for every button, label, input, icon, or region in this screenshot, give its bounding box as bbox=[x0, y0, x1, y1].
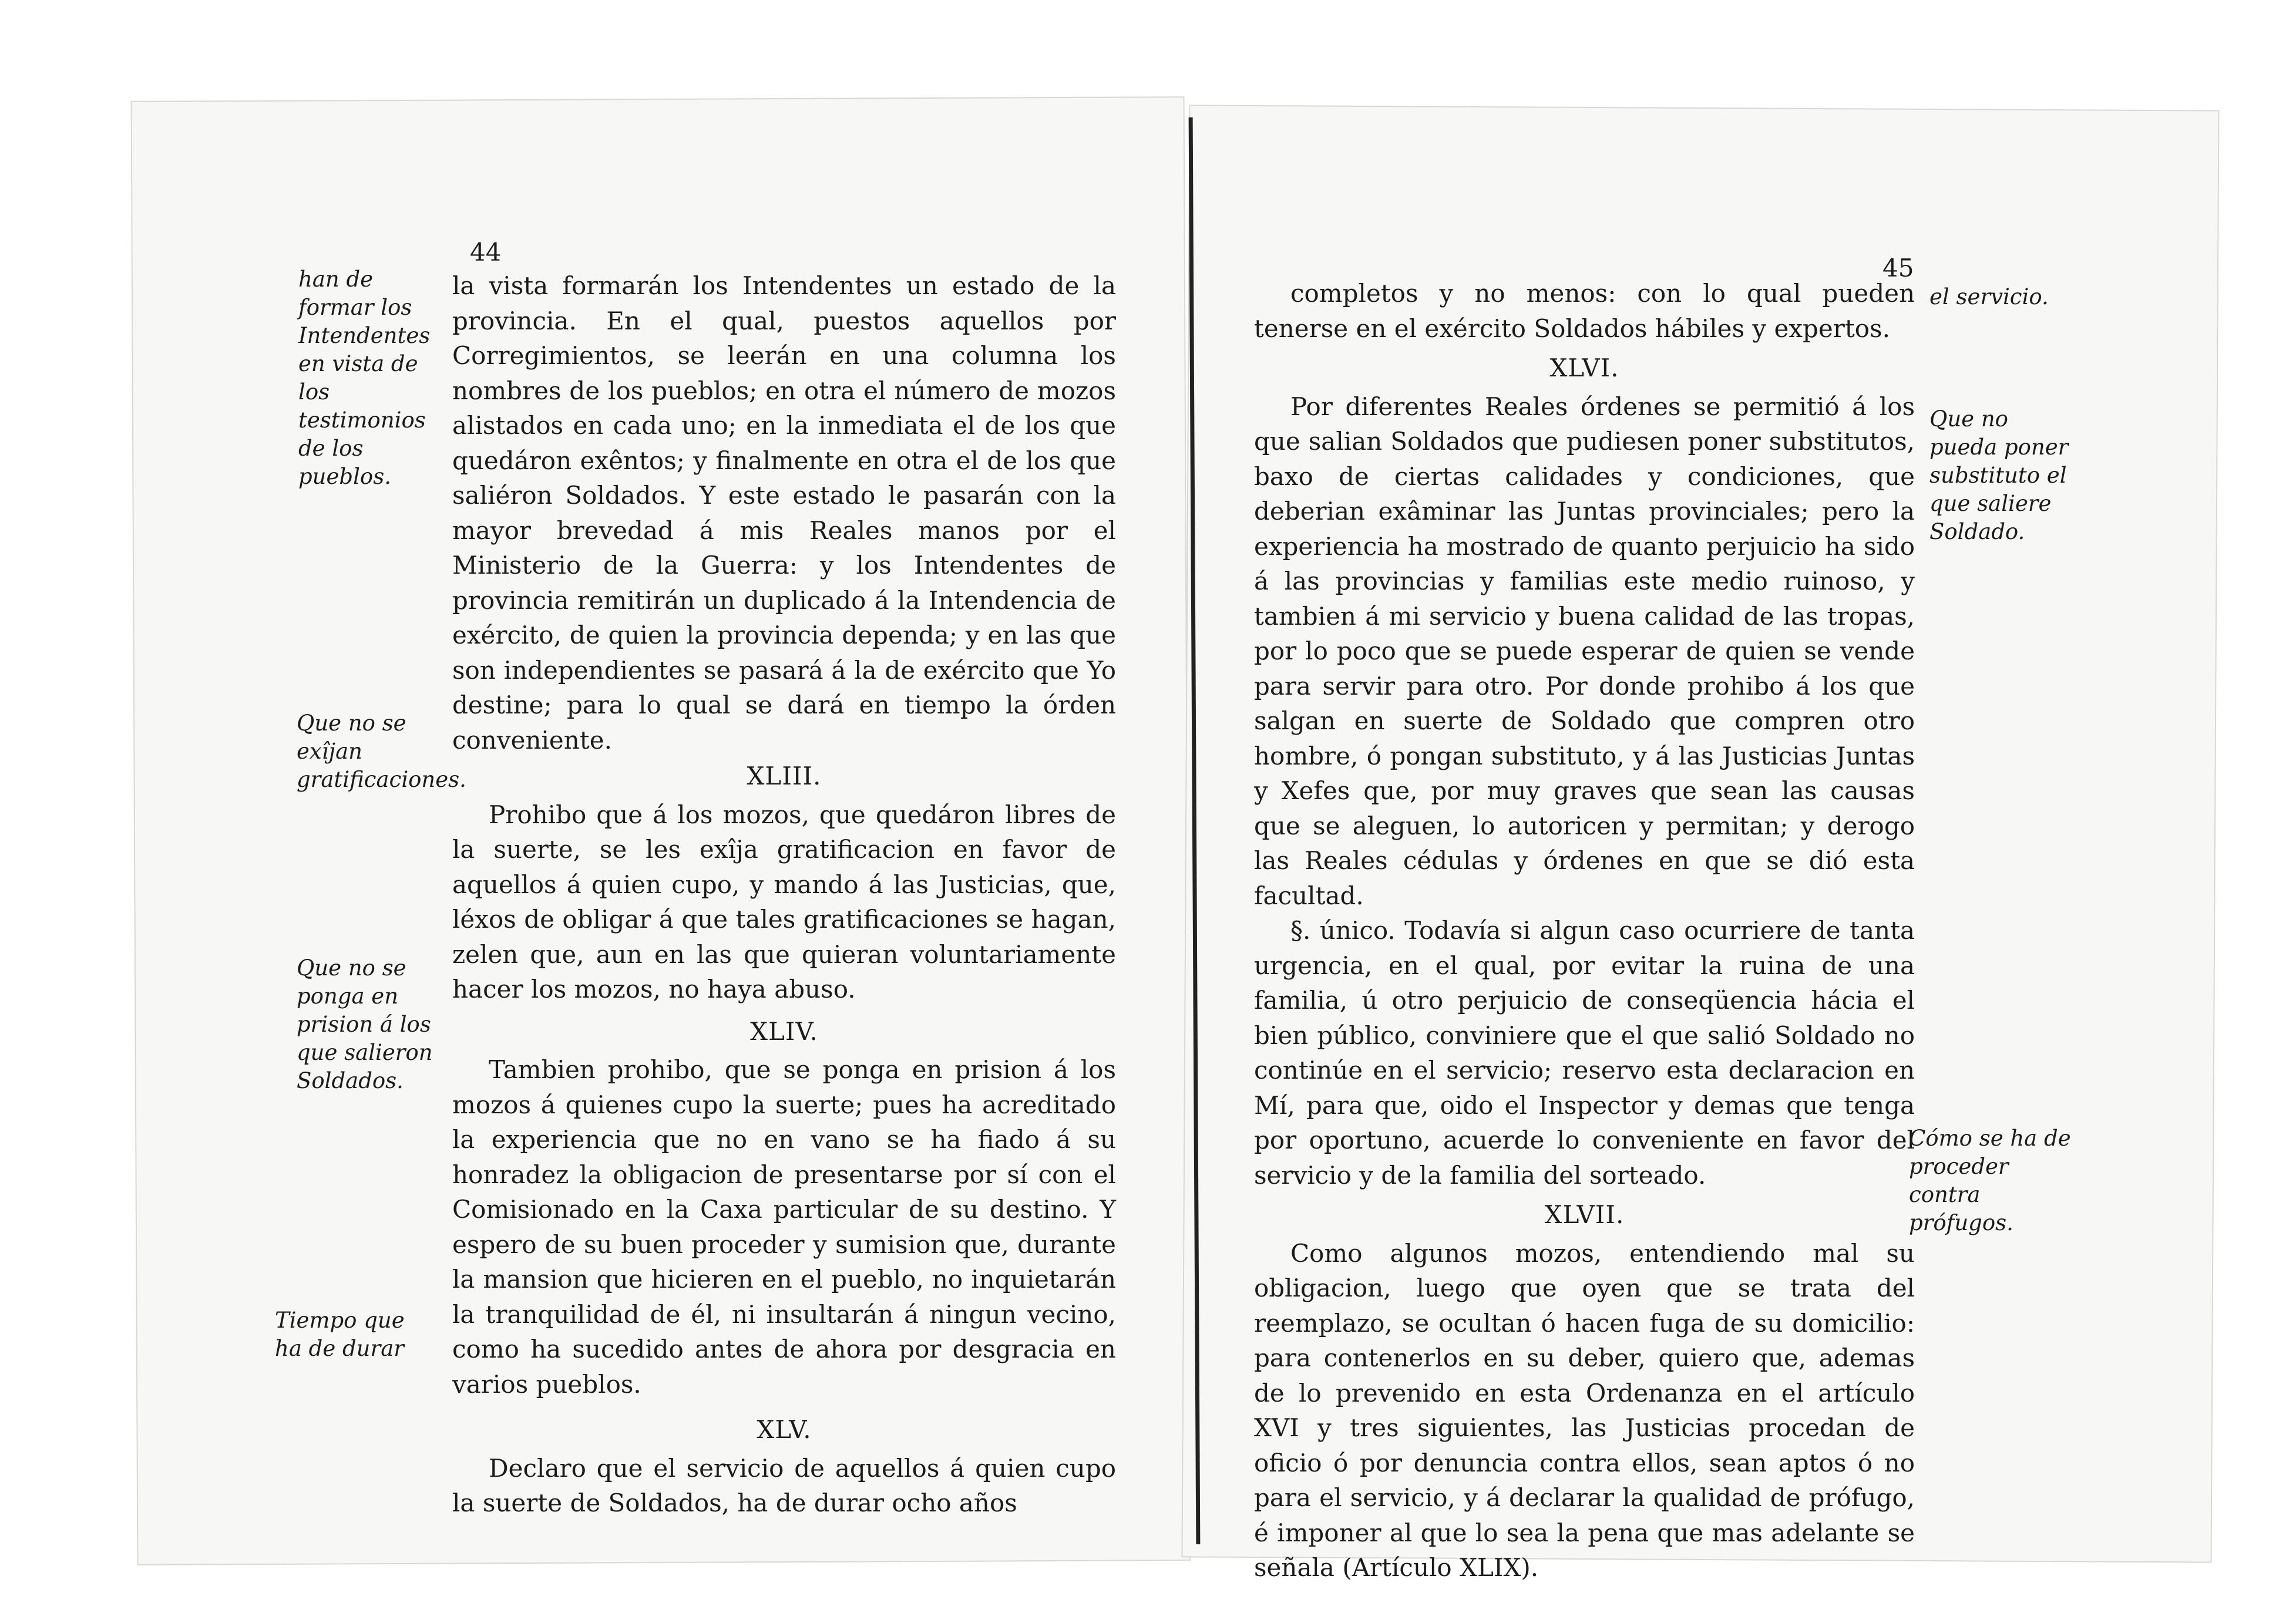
paragraph-xliv: Tambien prohibo, que se ponga en prision á los mozos á quienes cupo la suerte; pues ha acreditado la experiencia que no en vano se ha fiado á su honradez la obligacion de presentarse por sí con el Comisionado en la Caxa particular de su destino. Y espero de su buen proceder y sumision que, durante la mansion que hicieren en el pueblo, no inquietarán la tranquilidad de él, ni insultarán á ningun vecino, como ha sucedido antes de ahora por desgracia en varios pueblos. bbox=[452, 1055, 1116, 1399]
paragraph-xlvi: Por diferentes Reales órdenes se permitió á los que salian Soldados que pudiesen poner substitutos, baxo de ciertas calidades y condiciones, que deberian exâminar las Juntas provinciales; pero la experiencia ha mostrado de quanto perjuicio ha sido á las provincias y familias este medio ruinoso, y tambien á mi servicio y buena calidad de las tropas, por lo poco que se puede esperar de quien se vende para servir para otro. Por donde prohibo á los que salgan en suerte de Soldado que compren otro hombre, ó pongan substituto, y á las Justicias Juntas y Xefes que, por muy graves que sean las causas que se aleguen, lo autoricen y permitan; y derogo las Reales cédulas y órdenes en que se dió esta facultad. bbox=[1254, 392, 1915, 910]
right-page-number: 45 bbox=[1882, 254, 1914, 282]
right-paragraph-1: completos y no menos: con lo qual pueden tenerse en el exército Soldados hábiles y expertos. bbox=[1254, 279, 1915, 343]
right-margin-note-3: Cómo se ha de proceder contra prófugos. bbox=[1909, 1126, 2071, 1235]
heading-xlv: XLV. bbox=[757, 1415, 812, 1444]
heading-xliv: XLIV. bbox=[750, 1016, 818, 1046]
left-margin-note-1: han de formar los Intendentes en vista de los testimonios de los pueblos. bbox=[298, 267, 431, 489]
heading-xlvii: XLVII. bbox=[1544, 1200, 1625, 1229]
paragraph-unico: §. único. Todavía si algun caso ocurriere de tanta urgencia, en el qual, por evitar la ruina de una familia, ú otro perjuicio de conseqüencia hácia el bien público, conviniere que el que salió Soldado no continúe en el servicio; reservo esta declaracion en Mí, para que, oido el Inspector y demas que tenga por oportuno, acuerde lo conveniente en favor del servicio y de la familia del sorteado. bbox=[1254, 916, 1915, 1190]
left-page-number: 44 bbox=[470, 238, 502, 267]
left-margin-note-4: Tiempo que ha de durar bbox=[275, 1308, 405, 1361]
right-page-body bbox=[1254, 276, 1915, 1585]
left-margin-note-3: Que no se ponga en prision á los que salieron Soldados. bbox=[297, 955, 433, 1093]
paragraph-xliii: Prohibo que á los mozos, que quedáron libres de la suerte, se les exîja gratificacion en favor de aquellos á quien cupo, y mando á las Justicias, que, léxos de obligar á que tales gratificaciones se hagan, zelen que, aun en las que quieran voluntariamente hacer los mozos, no haya abuso. bbox=[452, 800, 1116, 1004]
left-page-body bbox=[452, 268, 1116, 1521]
left-paragraph-1: la vista formarán los Intendentes un estado de la provincia. En el qual, puestos aquellos por Corregimientos, se leerán en una columna los nombres de los pueblos; en otra el número de mozos alistados en cada uno; en la inmediata el de los que quedáron exêntos; y finalmente en otra el de los que saliéron Soldados. Y este estado le pasarán con la mayor brevedad á mis Reales manos por el Ministerio de la Guerra: y los Intendentes de provincia remitirán un duplicado á la Intendencia de exército, de quien la provincia dependa; y en las que son independientes se pasará á la de exército que Yo destine; para lo qual se dará en tiempo la órden conveniente. bbox=[452, 271, 1116, 755]
left-margin-note-2: Que no se exîjan gratificaciones. bbox=[297, 710, 466, 792]
heading-xlvi: XLVI. bbox=[1549, 353, 1619, 382]
right-margin-note-1: el servicio. bbox=[1929, 284, 2049, 309]
heading-xliii: XLIII. bbox=[747, 762, 822, 790]
paragraph-xlv: Declaro que el servicio de aquellos á quien cupo la suerte de Soldados, ha de durar ocho años bbox=[452, 1453, 1116, 1517]
right-margin-note-2: Que no pueda poner substituto el que saliere Soldado. bbox=[1929, 406, 2069, 544]
paragraph-xlvii: Como algunos mozos, entendiendo mal su obligacion, luego que oyen que se trata del reemplazo, se ocultan ó hacen fuga de su domicilio: para contenerlos en su deber, quiero que, ademas de lo prevenido en esta Ordenanza en el artículo XVI y tres siguientes, las Justicias procedan de oficio ó por denuncia contra ellos, sean aptos ó no para el servicio, y á declarar la qualidad de prófugo, é imponer al que lo sea la pena que mas adelante se señala (Artículo XLIX). bbox=[1254, 1238, 1915, 1582]
